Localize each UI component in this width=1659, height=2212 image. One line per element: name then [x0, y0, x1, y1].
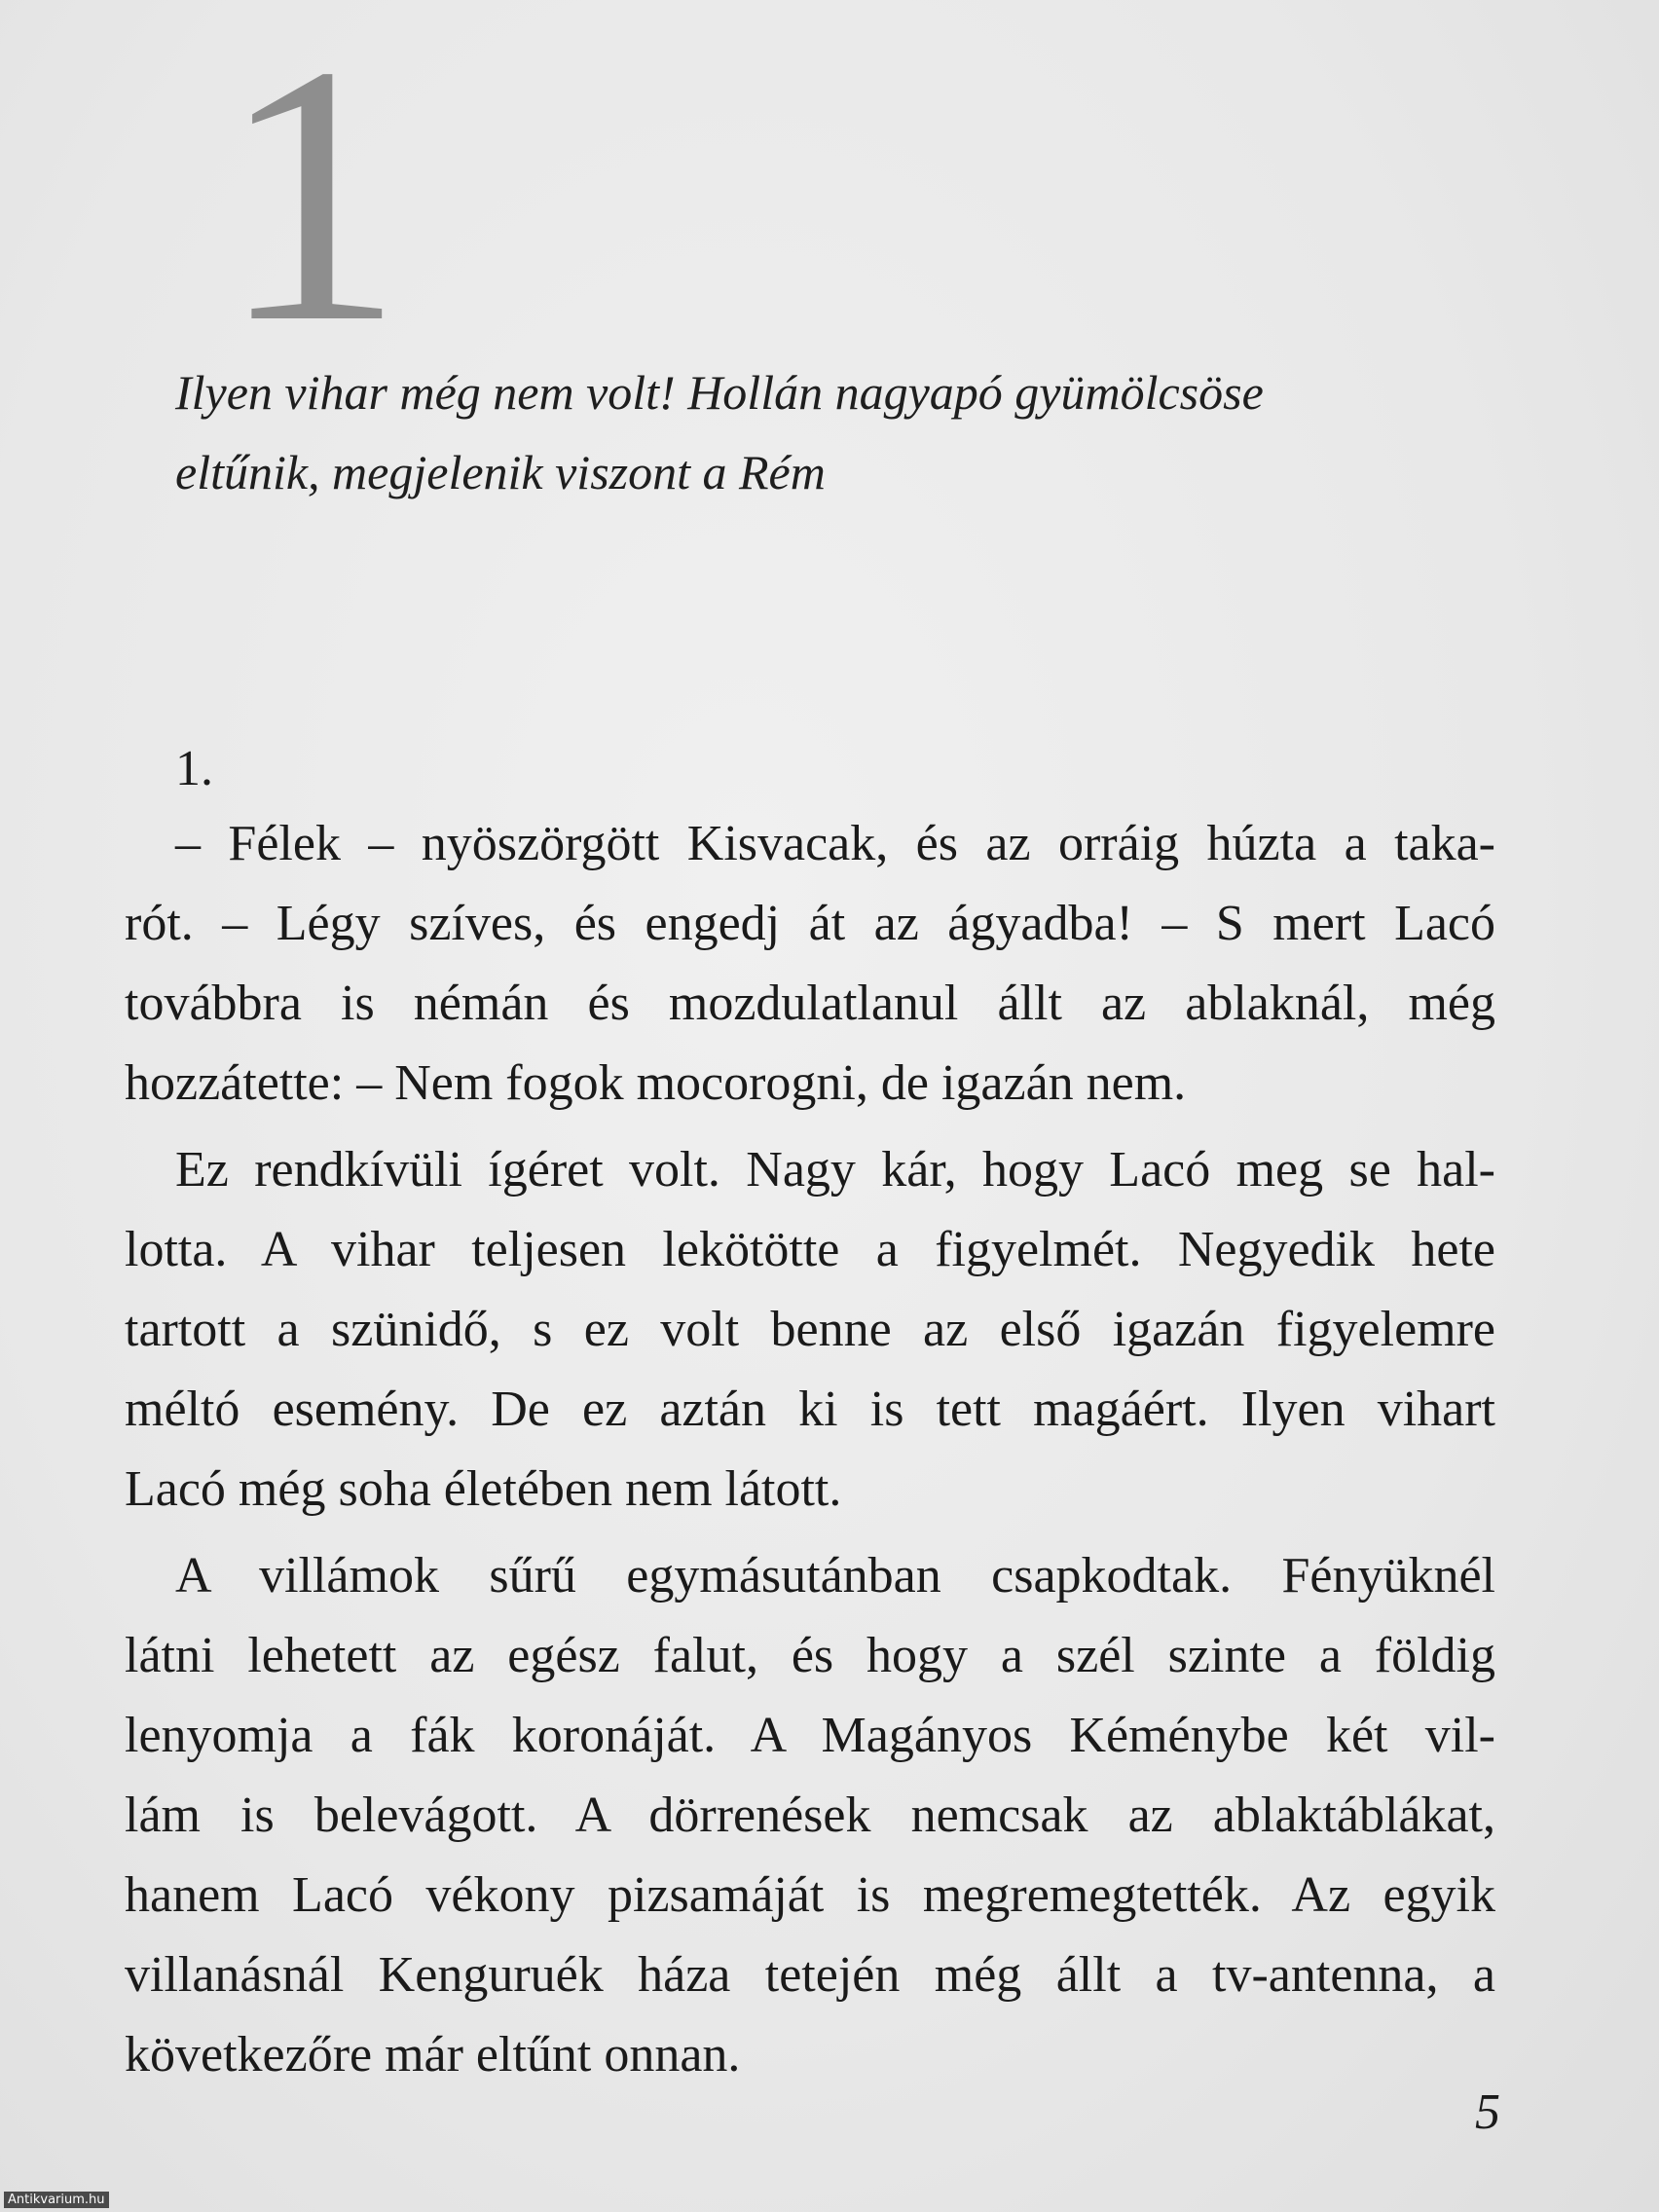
- text-line: Ez rendkívüli ígéret volt. Nagy kár, hogy Lacó meg se hal-: [175, 1142, 1495, 1198]
- text-line: tartott a szünidő, s ez volt benne az első igazán figyelemre: [125, 1302, 1495, 1357]
- text-line: továbbra is némán és mozdulatlanul állt az ablaknál, még: [125, 976, 1495, 1031]
- text-line: rót. – Légy szíves, és engedj át az ágyadba! – S mert Lacó: [125, 896, 1495, 951]
- page-number: 5: [1475, 2084, 1500, 2140]
- text-line: villanásnál Kenguruék háza tetején még állt a tv-antenna, a: [125, 1947, 1495, 2003]
- paragraph: [125, 804, 1495, 1124]
- paragraph: [125, 1130, 1495, 1530]
- text-line: lám is belevágott. A dörrenések nemcsak az ablaktáblákat,: [125, 1788, 1495, 1843]
- text-line: A villámok sűrű egymásutánban csapkodtak. Fényüknél: [175, 1548, 1495, 1604]
- watermark-logo: Antikvarium.hu: [4, 2192, 109, 2208]
- text-line: hozzátette: – Nem fogok mocorogni, de igazán nem.: [125, 1055, 1187, 1111]
- chapter-number: 1: [219, 0, 404, 399]
- text-line: látni lehetett az egész falut, és hogy a szél szinte a földig: [125, 1628, 1495, 1683]
- chapter-subtitle: [175, 352, 1519, 512]
- section-number: 1.: [175, 741, 213, 796]
- text-line: következőre már eltűnt onnan.: [125, 2027, 741, 2083]
- text-line: – Félek – nyöszörgött Kisvacak, és az orráig húzta a taka-: [175, 816, 1495, 871]
- chapter-subtitle-line: Ilyen vihar még nem volt! Hollán nagyapó gyümölcsöse: [175, 365, 1264, 420]
- text-line: lotta. A vihar teljesen lekötötte a figyelmét. Negyedik hete: [125, 1222, 1495, 1277]
- text-line: lenyomja a fák koronáját. A Magányos Kéménybe két vil-: [125, 1708, 1495, 1763]
- text-line: hanem Lacó vékony pizsamáját is megremegtették. Az egyik: [125, 1867, 1495, 1923]
- chapter-subtitle-line: eltűnik, megjelenik viszont a Rém: [175, 445, 826, 499]
- body-text: [125, 804, 1495, 2102]
- text-line: méltó esemény. De ez aztán ki is tett magáért. Ilyen vihart: [125, 1382, 1495, 1437]
- text-line: Lacó még soha életében nem látott.: [125, 1461, 842, 1517]
- paragraph: [125, 1536, 1495, 2095]
